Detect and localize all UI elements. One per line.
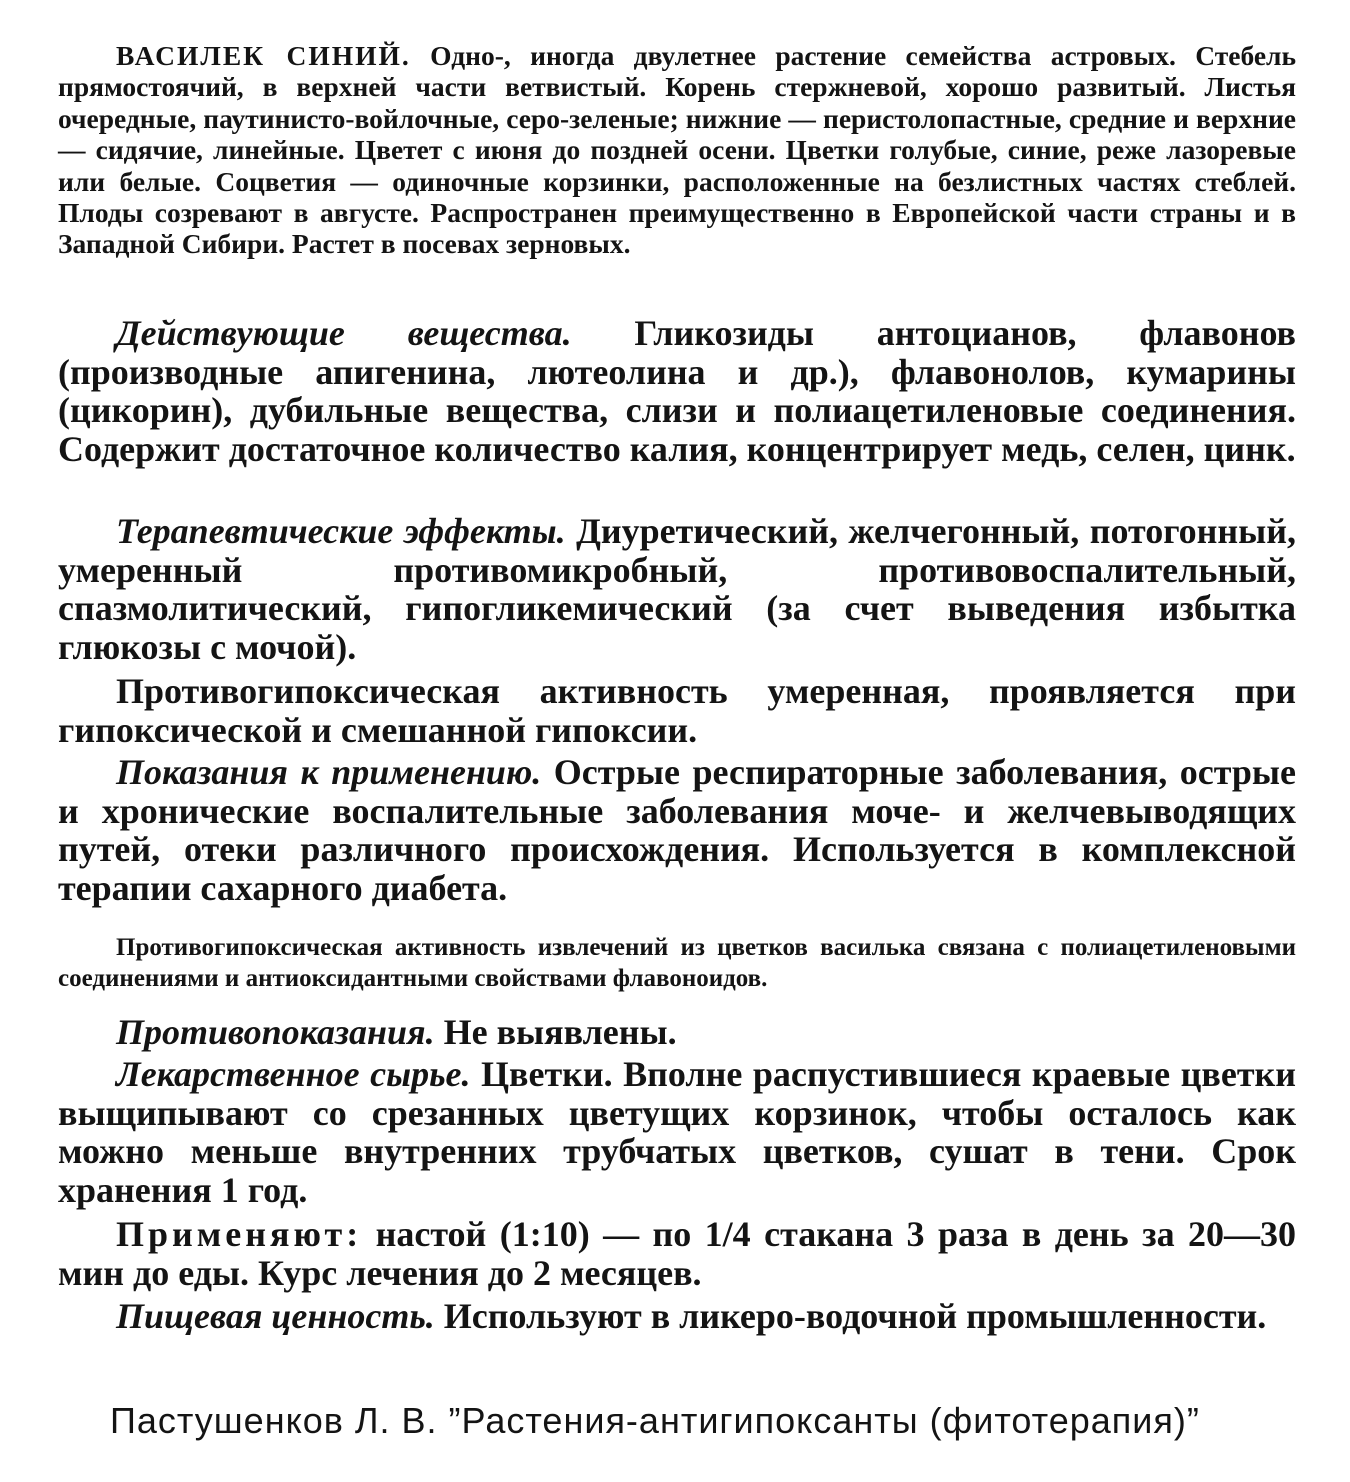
note-paragraph <box>58 932 1296 994</box>
raw-material-text: Цветки. Вполне распустившиеся краевые цветки выщипывают со срезанных цветущих корзинок, чтобы осталось как можно меньше внутренних трубчатых цветков, сушат в тени. Срок хранения 1 год. <box>58 1054 1297 1210</box>
therapeutic-effects-text: Диуретический, желчегонный, потогонный, умеренный противомикробный, противовоспалительный, спазмолитический, гипогликемический (за счет выведения избытка глюкозы с мочой). <box>58 511 1297 667</box>
antihypoxic-paragraph <box>58 672 1296 749</box>
note-text: Противогипоксическая активность извлечений из цветков василька связана с полиацетиленовыми соединениями и антиоксидантными свойствами флавоноидов. <box>58 934 1296 992</box>
source-citation: Пастушенков Л. В. ”Растения-антигипоксанты (фитотерапия)” <box>110 1400 1200 1441</box>
raw-material-paragraph <box>58 1055 1296 1209</box>
intro-text: Одно-, иногда двулетнее растение семейства астровых. Стебель прямостоячий, в верхней части ветвистый. Корень стержневой, хорошо развитый. Листья очередные, паутинисто-войлочные, серо-зеленые; нижние — перистолопастные, средние и верхние — сидячие, линейные. Цветет с июня до поздней осени. Цветки голубые, синие, реже лазоревые или белые. Соцветия — одиночные корзинки, расположенные на безлистных частях стеблей. Плоды созревают в августе. Распространен преимущественно в Европейской части страны и в Западной Сибири. Растет в посевах зерновых. <box>58 40 1297 260</box>
food-value-paragraph <box>58 1297 1296 1336</box>
contraindications-heading: Противопоказания. <box>116 1012 435 1052</box>
contraindications-paragraph <box>58 1013 1296 1052</box>
intro-paragraph <box>58 40 1296 260</box>
plant-name: ВАСИЛЕК СИНИЙ. <box>116 40 411 71</box>
active-substances-paragraph <box>58 314 1296 468</box>
contraindications-text: Не выявлены. <box>443 1012 677 1052</box>
food-value-text: Используют в ликеро-водочной промышленности. <box>443 1296 1267 1336</box>
indications-paragraph <box>58 753 1296 907</box>
usage-heading: Применяют: <box>116 1214 363 1254</box>
active-substances-text: Гликозиды антоцианов, флавонов (производные апигенина, лютеолина и др.), флавонолов, кумарины (цикорин), дубильные вещества, слизи и полиацетиленовые соединения. Содержит достаточное количество калия, концентрирует медь, селен, цинк. <box>58 313 1296 469</box>
therapeutic-effects-heading: Терапевтические эффекты. <box>116 511 566 551</box>
usage-paragraph <box>58 1215 1296 1292</box>
therapeutic-effects-paragraph <box>58 512 1296 666</box>
indications-heading: Показания к применению. <box>116 752 542 792</box>
food-value-heading: Пищевая ценность. <box>116 1296 435 1336</box>
raw-material-heading: Лекарственное сырье. <box>116 1054 471 1094</box>
antihypoxic-text: Противогипоксическая активность умеренная, проявляется при гипоксической и смешанной гипоксии. <box>58 671 1296 750</box>
usage-text: настой (1:10) — по 1/4 стакана 3 раза в день за 20—30 мин до еды. Курс лечения до 2 месяцев. <box>58 1214 1296 1293</box>
active-substances-heading: Действующие вещества. <box>116 313 572 353</box>
indications-text: Острые респираторные заболевания, острые и хронические воспалительные заболевания моче- и желчевыводящих путей, отеки различного происхождения. Используется в комплексной терапии сахарного диабета. <box>58 752 1296 908</box>
